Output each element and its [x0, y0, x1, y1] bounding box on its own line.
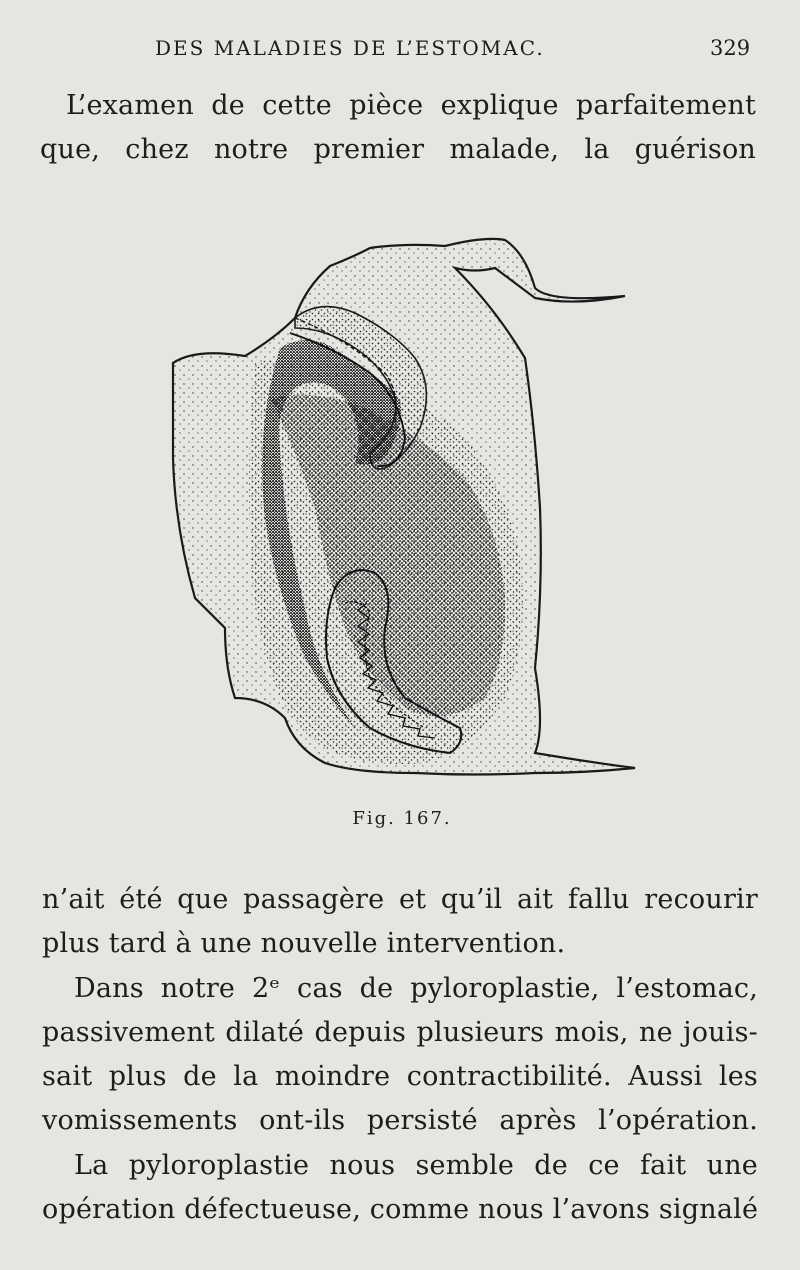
running-title: DES MALADIES DE L’ESTOMAC. [155, 36, 545, 60]
text-line: passivement dilaté depuis plusieurs mois, ne jouis- [42, 1017, 758, 1048]
text-line: opération défectueuse, comme nous l’avons signalé [42, 1194, 759, 1225]
stomach-illustration [155, 228, 645, 788]
text-line: n’ait été que passagère et qu’il ait fallu recourir [42, 884, 758, 915]
text-line: plus tard à une nouvelle intervention. [42, 928, 566, 959]
text-line: vomissements ont-ils persisté après l’opération. [42, 1105, 758, 1136]
text-line: que, chez notre premier malade, la guérison [40, 134, 756, 165]
page-number: 329 [710, 36, 751, 60]
text-line: sait plus de la moindre contractibilité. Aussi les [42, 1061, 758, 1092]
text-line: La pyloroplastie nous semble de ce fait une [74, 1150, 758, 1181]
text-line: Dans notre 2ᵉ cas de pyloroplastie, l’estomac, [74, 973, 758, 1004]
text-line: L’examen de cette pièce explique parfaitement [66, 90, 756, 121]
figure-caption: Fig. 167. [352, 808, 452, 829]
